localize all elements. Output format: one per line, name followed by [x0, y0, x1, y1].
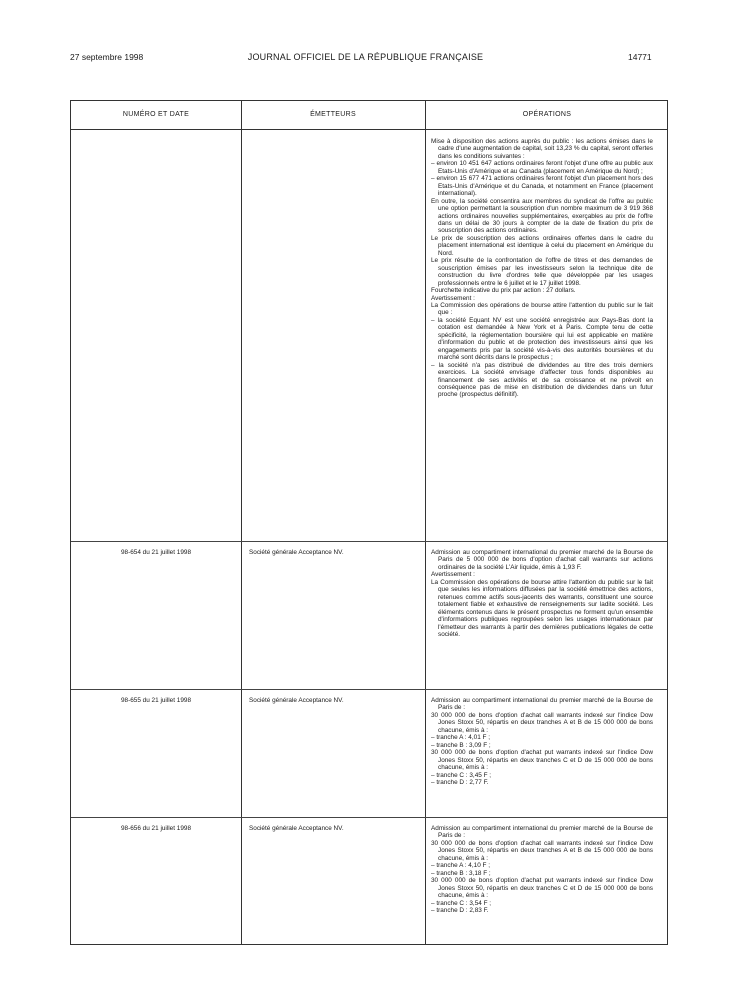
column-header-operations: OPÉRATIONS: [522, 111, 572, 118]
row-emetteur: Société générale Acceptance NV.: [249, 549, 344, 556]
operation-paragraph: – tranche B : 3,09 F ;: [431, 741, 491, 749]
operations-table: [70, 100, 668, 945]
operation-paragraph: En outre, la société consentira aux membres du syndicat de l'offre au public une option permettant la souscription d'un nombre maximum de 3 919 368 actions ordinaires nouvelles supplémentaires, exerçables au prix de l'offre dans un délai de 30 jours à compter de la date de fixation du prix de souscription des actions ordinaires.: [431, 197, 653, 235]
table-row: [431, 697, 653, 786]
operation-paragraph: – tranche D : 2,83 F.: [431, 906, 489, 914]
operation-paragraph: Admission au compartiment international du premier marché de la Bourse de Paris de 5 000 000 de bons d'option d'achat call warrants sur actions ordinaires de la société L'Air liquide, émis à 1,93 F.: [431, 549, 653, 571]
operation-paragraph: Mise à disposition des actions auprès du public : les actions émises dans le cadre d'une augmentation de capital, soit 13,23 % du capital, seront offertes dans les conditions suivantes :: [431, 138, 653, 160]
column-header-numero: NUMÉRO ET DATE: [122, 111, 190, 118]
operation-paragraph: 30 000 000 de bons d'option d'achat call warrants indexé sur l'indice Dow Jones Stoxx 50, répartis en deux tranches A et B de 15 000 000 de bons chacune, émis à :: [431, 711, 653, 734]
operation-paragraph: Le prix de souscription des actions ordinaires offertes dans le cadre du placement international est identique à celui du placement en Amérique du Nord.: [431, 234, 653, 257]
table-row: [431, 825, 653, 914]
row-numero: 98-654 du 21 juillet 1998: [121, 549, 191, 556]
header-divider: [71, 129, 667, 130]
operation-paragraph: – la société n'a pas distribué de dividendes au titre des trois derniers exercices. La société envisage d'affecter tous fonds disponibles au financement de ses activités et de sa croissance et ne prévoit en conséquence pas de mise en distribution de dividendes dans un futur proche (prospectus définitif).: [431, 361, 653, 399]
row-divider: [71, 541, 667, 542]
header-date: 27 septembre 1998: [70, 52, 144, 62]
operation-paragraph: – environ 15 677 471 actions ordinaires feront l'objet d'un placement hors des Etats-Unis d'Amérique et du Canada, et notamment en France (placement international).: [431, 175, 653, 198]
operation-paragraph: Fourchette indicative du prix par action : 27 dollars.: [431, 287, 576, 295]
row-emetteur: Société générale Acceptance NV.: [249, 825, 344, 832]
operation-paragraph: Admission au compartiment international du premier marché de la Bourse de Paris de :: [431, 825, 653, 840]
operation-paragraph: Avertissement :: [431, 571, 475, 579]
journal-title: JOURNAL OFFICIEL DE LA RÉPUBLIQUE FRANÇAISE: [247, 52, 484, 62]
operation-paragraph: – tranche A : 4,10 F ;: [431, 862, 490, 870]
table-row: [431, 549, 653, 638]
page-number: 14771: [628, 52, 652, 62]
row-emetteur: Société générale Acceptance NV.: [249, 697, 344, 704]
table-row-continuation: [431, 138, 653, 399]
operation-paragraph: – tranche C : 3,45 F ;: [431, 771, 492, 779]
operation-paragraph: – tranche D : 2,77 F.: [431, 778, 489, 786]
row-numero: 98-655 du 21 juillet 1998: [121, 697, 191, 704]
operation-paragraph: – tranche A : 4,01 F ;: [431, 734, 490, 742]
operation-paragraph: 30 000 000 de bons d'option d'achat call warrants indexé sur l'indice Dow Jones Stoxx 50, répartis en deux tranches A et B de 15 000 000 de bons chacune, émis à :: [431, 839, 653, 862]
row-divider: [71, 689, 667, 690]
operation-paragraph: 30 000 000 de bons d'option d'achat put warrants indexé sur l'indice Dow Jones Stoxx 50, répartis en deux tranches C et D de 15 000 000 de bons chacune, émis à :: [431, 749, 653, 772]
column-header-emetteurs: ÉMETTEURS: [310, 111, 356, 118]
operation-paragraph: – tranche C : 3,54 F ;: [431, 899, 492, 907]
row-numero: 98-656 du 21 juillet 1998: [121, 825, 191, 832]
operation-paragraph: Admission au compartiment international du premier marché de la Bourse de Paris de :: [431, 697, 653, 712]
operation-paragraph: – environ 10 451 647 actions ordinaires feront l'objet d'une offre au public aux Etats-Unis d'Amérique et au Canada (placement en Amérique du Nord) ;: [431, 160, 653, 175]
operation-paragraph: La Commission des opérations de bourse attire l'attention du public sur le fait que :: [431, 301, 653, 317]
operation-paragraph: – la société Equant NV est une société enregistrée aux Pays-Bas dont la cotation est demandée à New York et à Paris. Compte tenu de cette spécificité, la réglementation boursière qui lui est applicable en matière d'information du public et de protection des investisseurs ainsi que les engagements pris par la société vis-à-vis des autorités boursières et du marché sont décrits dans le prospectus ;: [431, 316, 653, 362]
operation-paragraph: – tranche B : 3,18 F ;: [431, 869, 491, 877]
row-divider: [71, 817, 667, 818]
operation-paragraph: 30 000 000 de bons d'option d'achat put warrants indexé sur l'indice Dow Jones Stoxx 50, répartis en deux tranches C et D de 15 000 000 de bons chacune, émis à :: [431, 877, 653, 900]
operation-paragraph: Le prix résulte de la confrontation de l'offre de titres et des demandes de souscription émises par les investisseurs selon la technique dite de construction du livre d'ordres telle que développée par les usages professionnels entre le 6 juillet et le 17 juillet 1998.: [431, 257, 653, 287]
operation-paragraph: Avertissement :: [431, 294, 475, 302]
operation-paragraph: La Commission des opérations de bourse attire l'attention du public sur le fait que seules les informations diffusées par la société émettrice des actions, retenues comme actifs sous-jacents des warrants, constituent une source totalement fiable et exhaustive de renseignements sur ladite société. Les éléments contenus dans le présent prospectus ne forment qu'un ensemble d'informations publiques regroupées selon les usages internationaux par l'émetteur des warrants à partir des dernières publications légales de cette société.: [431, 578, 653, 638]
